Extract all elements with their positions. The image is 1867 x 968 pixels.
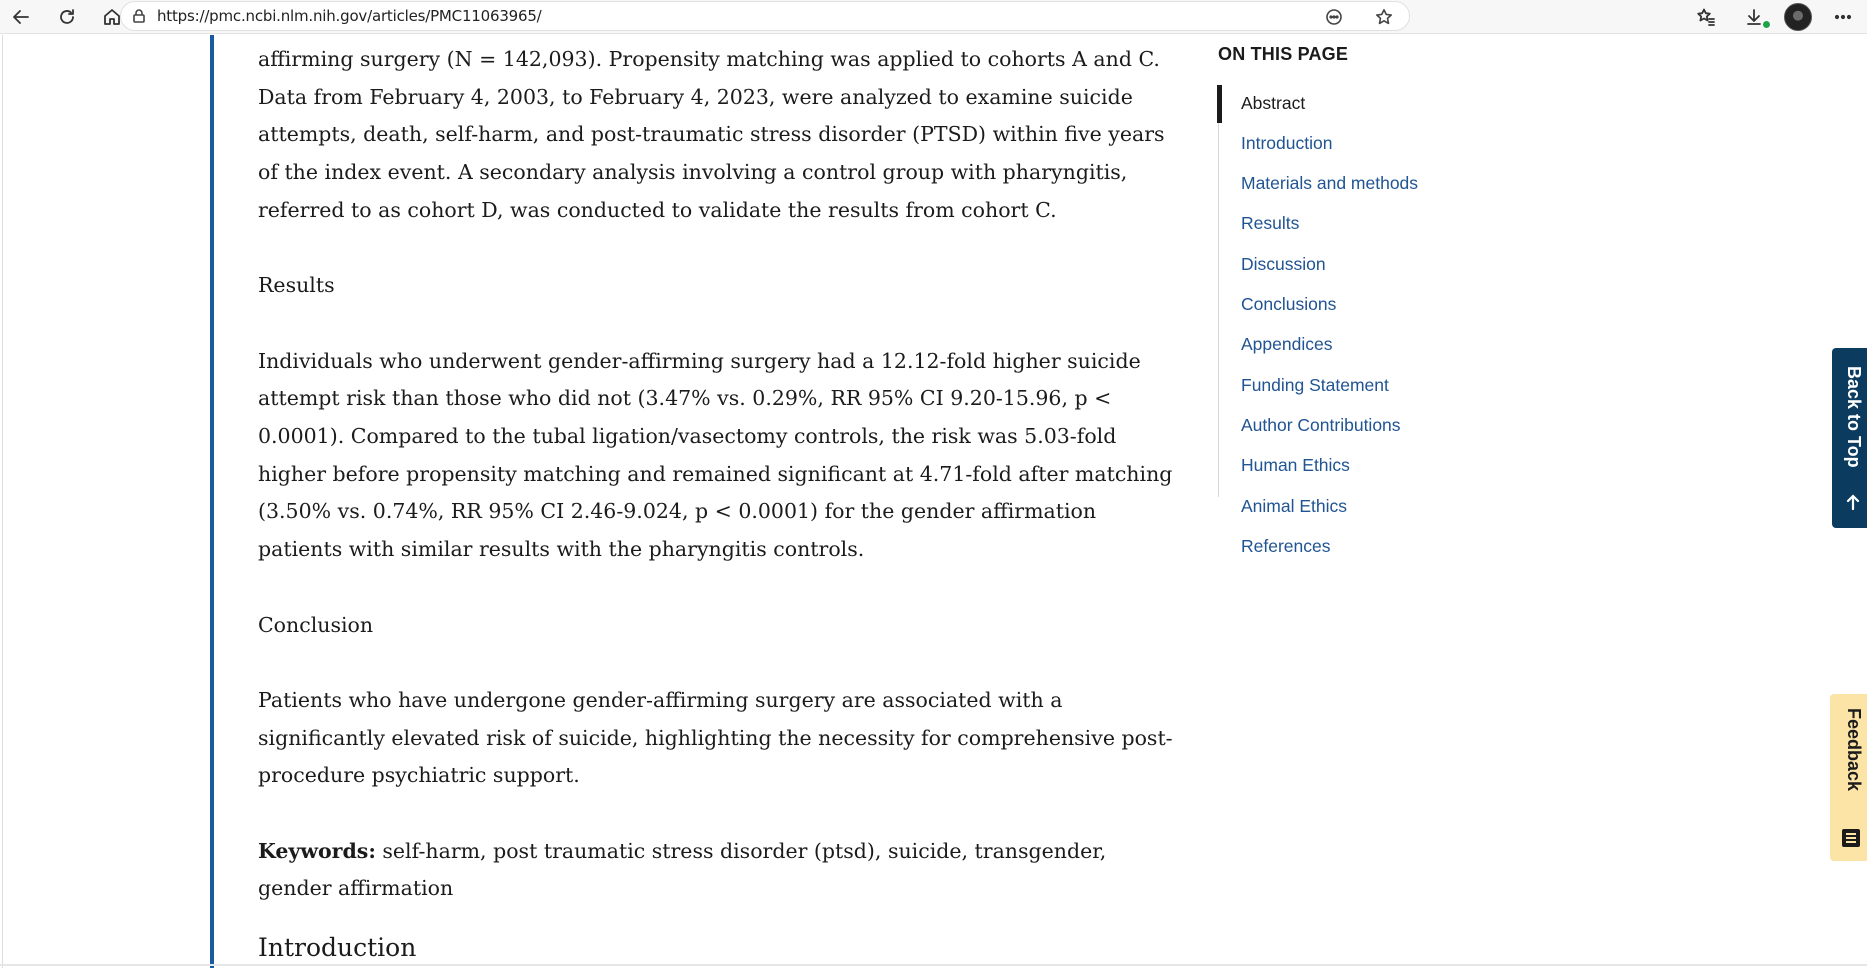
on-this-page-nav — [1218, 85, 1478, 556]
nav-link-abstract[interactable]: Abstract — [1241, 93, 1306, 113]
window-bottom-edge — [0, 964, 1867, 966]
nav-link-materials-and-methods[interactable]: Materials and methods — [1241, 173, 1419, 193]
abstract-side-rule — [210, 35, 214, 968]
nav-link-conclusions[interactable]: Conclusions — [1241, 294, 1337, 314]
back-icon[interactable] — [8, 4, 34, 30]
page-content — [0, 35, 1867, 968]
nav-link-author-contributions[interactable]: Author Contributions — [1241, 415, 1401, 435]
favorites-list-icon[interactable] — [1693, 4, 1719, 30]
download-complete-badge — [1762, 20, 1771, 29]
active-section-indicator — [1217, 85, 1222, 123]
back-to-top-label: Back to Top — [1844, 366, 1864, 468]
feedback-label: Feedback — [1844, 708, 1864, 792]
read-aloud-icon[interactable] — [1323, 6, 1345, 28]
window-edge — [2, 35, 3, 968]
browser-toolbar — [0, 0, 1867, 34]
nav-link-human-ethics[interactable]: Human Ethics — [1241, 455, 1350, 475]
url-text[interactable]: https://pmc.ncbi.nlm.nih.gov/articles/PMC11063965/ — [157, 7, 542, 25]
methods-paragraph: affirming surgery (N = 142,093). Propensity matching was applied to cohorts A and C. Data from February 4, 2003, to February 4, 2023, were analyzed to examine suicide attempts, death, self-harm, and post-traumatic stress disorder (PTSD) within five years of the index event. A secondary analysis involving a control group with pharyngitis, referred to as cohort D, was conducted to validate the results from cohort C. — [258, 47, 1165, 222]
conclusion-paragraph: Patients who have undergone gender-affirming surgery are associated with a significantly elevated risk of suicide, highlighting the necessity for comprehensive post-procedure psychiatric support. — [258, 687, 1173, 788]
abstract-body — [258, 41, 1178, 966]
nav-link-discussion[interactable]: Discussion — [1241, 254, 1326, 274]
on-this-page-title: ON THIS PAGE — [1218, 44, 1349, 64]
keywords-label: Keywords: — [258, 838, 376, 863]
results-paragraph: Individuals who underwent gender-affirming surgery had a 12.12-fold higher suicide attempt risk than those who did not (3.47% vs. 0.29%, RR 95% CI 9.20-15.96, p < 0.0001). Compared to the tubal ligation/vasectomy controls, the risk was 5.03-fold higher before propensity matching and remained significant at 4.71-fold after matching (3.50% vs. 0.74%, RR 95% CI 2.46-9.024, p < 0.0001) for the gender affirmation patients with similar results with the pharyngitis controls. — [258, 348, 1173, 562]
results-heading: Results — [258, 273, 335, 298]
lock-icon[interactable] — [131, 8, 149, 26]
favorite-star-icon[interactable] — [1373, 6, 1395, 28]
arrow-up-icon — [1844, 493, 1862, 511]
introduction-heading: Introduction — [258, 933, 417, 963]
refresh-icon[interactable] — [54, 4, 80, 30]
address-bar[interactable] — [120, 1, 1410, 31]
nav-link-animal-ethics[interactable]: Animal Ethics — [1241, 496, 1348, 516]
conclusion-heading: Conclusion — [258, 612, 374, 637]
back-to-top-button[interactable] — [1832, 348, 1867, 528]
nav-link-funding-statement[interactable]: Funding Statement — [1241, 375, 1389, 395]
nav-link-appendices[interactable]: Appendices — [1241, 334, 1333, 354]
nav-link-references[interactable]: References — [1241, 536, 1331, 556]
nav-link-results[interactable]: Results — [1241, 213, 1300, 233]
nav-link-introduction[interactable]: Introduction — [1241, 133, 1333, 153]
feedback-button[interactable] — [1830, 694, 1867, 861]
keywords — [258, 833, 1178, 908]
keywords-list: self-harm, post traumatic stress disorder (ptsd), suicide, transgender, gender affirmation — [258, 838, 1107, 901]
more-icon[interactable] — [1830, 4, 1856, 30]
feedback-icon — [1842, 829, 1860, 847]
profile-avatar[interactable] — [1784, 3, 1812, 31]
